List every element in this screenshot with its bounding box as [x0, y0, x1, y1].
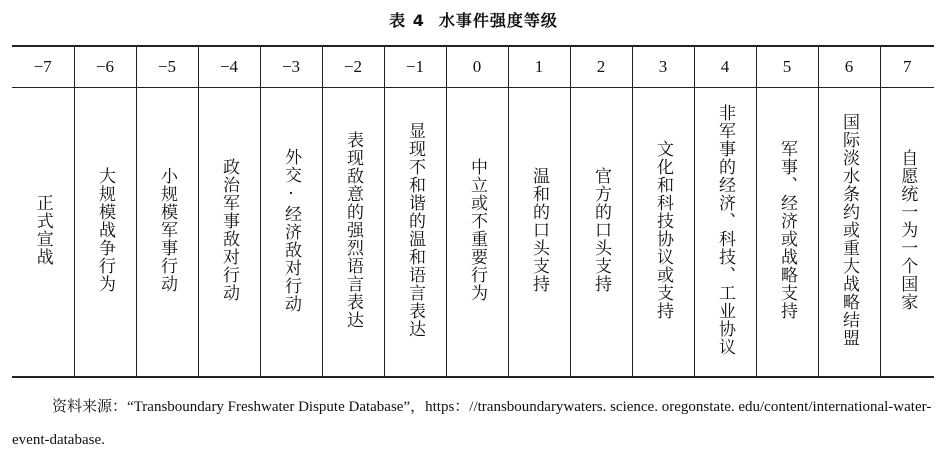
grade-cell: −4 [198, 46, 260, 88]
description-cell [508, 88, 570, 378]
grade-cell: 3 [632, 46, 694, 88]
description-text: 国际淡水条约或重大战略结盟 [839, 113, 859, 347]
grade-cell: −3 [260, 46, 322, 88]
description-text: 官方的口头支持 [591, 167, 611, 293]
grade-header-row [12, 46, 934, 88]
description-text: 中立或不重要行为 [467, 158, 487, 302]
description-row [12, 88, 934, 378]
grade-cell: −5 [136, 46, 198, 88]
description-cell [322, 88, 384, 378]
description-cell [74, 88, 136, 378]
description-text: 正式宣战 [32, 194, 53, 266]
description-cell [384, 88, 446, 378]
description-cell [818, 88, 880, 378]
description-cell [694, 88, 756, 378]
grade-cell: −7 [12, 46, 74, 88]
table-number: 表 4 [389, 11, 425, 30]
description-text: 军事、经济或战略支持 [777, 140, 797, 320]
grade-cell: −2 [322, 46, 384, 88]
description-text: 显现不和谐的温和语言表达 [405, 122, 425, 338]
description-cell [632, 88, 694, 378]
table-title [0, 8, 947, 31]
grade-cell: 7 [880, 46, 934, 88]
grade-cell: −6 [74, 46, 136, 88]
intensity-table [12, 45, 934, 378]
description-text: 政治军事敌对行动 [219, 158, 239, 302]
description-cell [446, 88, 508, 378]
description-text: 大规模战争行为 [95, 167, 115, 293]
description-text: 温和的口头支持 [529, 167, 549, 293]
description-text: 非军事的经济、科技、工业协议 [715, 104, 735, 356]
description-cell [570, 88, 632, 378]
description-text: 自愿统一为一个国家 [897, 149, 918, 311]
description-text: 外交·经济敌对行动 [281, 147, 301, 313]
description-text: 文化和科技协议或支持 [653, 140, 673, 320]
grade-cell: 5 [756, 46, 818, 88]
grade-cell: 4 [694, 46, 756, 88]
description-cell [198, 88, 260, 378]
description-cell [260, 88, 322, 378]
description-cell [136, 88, 198, 378]
description-cell [880, 88, 934, 378]
grade-cell: 6 [818, 46, 880, 88]
source-note: 资料来源：“Transboundary Freshwater Dispute Database”，https：//transboundarywaters. science. oregonstate. edu/content/international-water-event-database. [12, 399, 932, 448]
grade-cell: −1 [384, 46, 446, 88]
description-text: 小规模军事行动 [157, 167, 177, 293]
description-text: 表现敌意的强烈语言表达 [343, 131, 363, 329]
grade-cell: 0 [446, 46, 508, 88]
grade-cell: 2 [570, 46, 632, 88]
table-title-text: 水事件强度等级 [438, 11, 558, 30]
grade-cell: 1 [508, 46, 570, 88]
description-cell [756, 88, 818, 378]
description-cell [12, 88, 74, 378]
